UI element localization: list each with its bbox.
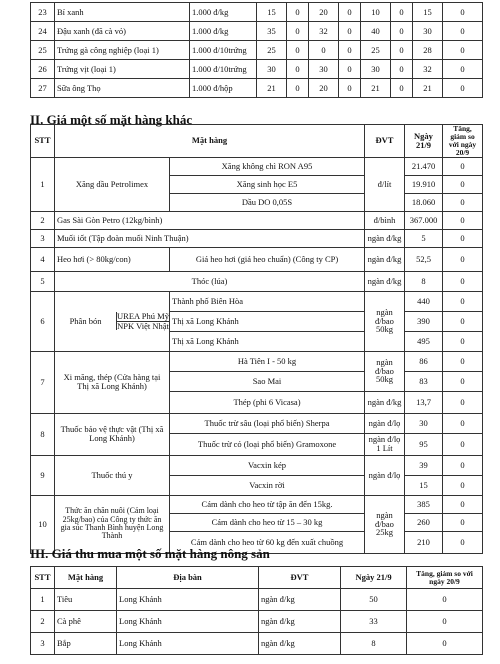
unit-cell: đ/bình <box>365 211 405 229</box>
header-change: Tăng, giảm so với ngày 20/9 <box>443 125 483 158</box>
value-cell: 0 <box>339 22 361 41</box>
value-cell: 21 <box>257 79 287 98</box>
unit-cell: 1.000 đ/hộp <box>190 79 257 98</box>
value-cell: 0 <box>339 79 361 98</box>
value-cell: 30 <box>361 60 391 79</box>
unit-cell: 1.000 đ/10trứng <box>190 60 257 79</box>
unit-cell: 1.000 đ/kg <box>190 22 257 41</box>
price-cell: 95 <box>405 433 443 455</box>
item-cell: Xăng dầu Petrolimex <box>55 157 170 211</box>
price-cell: 440 <box>405 291 443 311</box>
value-cell: 0 <box>339 41 361 60</box>
value-cell: 20 <box>309 79 339 98</box>
value-cell: 0 <box>339 3 361 22</box>
stt-cell: 8 <box>31 413 55 455</box>
change-cell: 0 <box>443 413 483 433</box>
subitem-cell: Thép (phi 6 Vicasa) <box>170 391 365 413</box>
stt-cell: 6 <box>31 291 55 351</box>
change-cell: 0 <box>443 331 483 351</box>
value-cell: 32 <box>413 60 443 79</box>
item-cell: Tiêu <box>55 589 117 611</box>
value-cell: 30 <box>257 60 287 79</box>
stt-cell: 2 <box>31 211 55 229</box>
unit-cell: ngàn đ/bao 50kg <box>365 351 405 391</box>
price-cell: 367.000 <box>405 211 443 229</box>
item-cell: Đậu xanh (đã cà vỏ) <box>55 22 190 41</box>
item-cell: Muối iốt (Tập đoàn muối Ninh Thuận) <box>55 229 365 247</box>
stt-cell: 1 <box>31 589 55 611</box>
subitem-cell: Thuốc trừ sâu (loại phổ biến) Sherpa <box>170 413 365 433</box>
other-goods-price-table <box>30 124 483 554</box>
unit-cell: ngàn đ/bao 50kg <box>365 291 405 351</box>
header-day: Ngày 21/9 <box>341 567 407 589</box>
price-cell: 210 <box>405 531 443 553</box>
table-row <box>31 79 483 98</box>
change-cell: 0 <box>443 475 483 495</box>
change-cell: 0 <box>443 193 483 211</box>
value-cell: 0 <box>287 22 309 41</box>
value-cell: 0 <box>443 60 483 79</box>
value-cell: 0 <box>287 60 309 79</box>
change-cell: 0 <box>407 611 483 633</box>
header-change: Tăng, giảm so với ngày 20/9 <box>407 567 483 589</box>
change-cell: 0 <box>443 311 483 331</box>
table-row <box>31 22 483 41</box>
table-row <box>31 3 483 22</box>
value-cell: 0 <box>391 41 413 60</box>
price-cell: 5 <box>405 229 443 247</box>
header-item: Mặt hàng <box>55 567 117 589</box>
value-cell: 0 <box>443 22 483 41</box>
unit-cell: ngàn đ/kg <box>259 589 341 611</box>
value-cell: 0 <box>287 79 309 98</box>
unit-cell: đ/lít <box>365 157 405 211</box>
header-unit: ĐVT <box>365 125 405 158</box>
item-cell: Cà phê <box>55 611 117 633</box>
subitem-cell: Thuốc trừ cỏ (loại phổ biến) Gramoxone <box>170 433 365 455</box>
unit-cell: 1.000 đ/10trứng <box>190 41 257 60</box>
price-cell: 21.470 <box>405 157 443 175</box>
value-cell: 0 <box>287 41 309 60</box>
brand-urea: UREA Phú Mỹ <box>117 310 169 321</box>
item-cell <box>55 291 170 351</box>
value-cell: 40 <box>361 22 391 41</box>
change-cell: 0 <box>443 495 483 513</box>
item-cell: Thức ăn chăn nuôi (Cám loại 25kg/bao) của Công ty thức ăn gia súc Thanh Bình huyện Long Thành <box>55 495 170 553</box>
value-cell: 0 <box>443 41 483 60</box>
price-cell: 50 <box>341 589 407 611</box>
subitem-cell: Sao Mai <box>170 371 365 391</box>
subitem-cell: Xăng sinh học E5 <box>170 175 365 193</box>
change-cell: 0 <box>443 271 483 291</box>
table-row <box>31 60 483 79</box>
unit-cell: ngàn đ/kg <box>365 229 405 247</box>
price-cell: 8 <box>341 633 407 655</box>
stt-cell: 26 <box>31 60 55 79</box>
unit-cell: ngàn đ/lọ 1 Lít <box>365 433 405 455</box>
stt-cell: 25 <box>31 41 55 60</box>
subitem-cell: Hà Tiên I - 50 kg <box>170 351 365 371</box>
subitem-cell: Vacxin kép <box>170 455 365 475</box>
value-cell: 0 <box>309 41 339 60</box>
item-cell: Xi măng, thép (Cửa hàng tại Thị xã Long Khánh) <box>55 351 170 413</box>
stt-cell: 24 <box>31 22 55 41</box>
value-cell: 25 <box>257 41 287 60</box>
header-stt: STT <box>31 125 55 158</box>
price-cell: 39 <box>405 455 443 475</box>
unit-cell: ngàn đ/kg <box>259 633 341 655</box>
area-cell: Long Khánh <box>117 589 259 611</box>
price-cell: 18.060 <box>405 193 443 211</box>
location-cell: Thị xã Long Khánh <box>170 331 365 351</box>
price-cell: 495 <box>405 331 443 351</box>
header-day: Ngày 21/9 <box>405 125 443 158</box>
price-cell: 260 <box>405 513 443 531</box>
change-cell: 0 <box>443 351 483 371</box>
price-cell: 8 <box>405 271 443 291</box>
stt-cell: 7 <box>31 351 55 413</box>
table-row <box>31 41 483 60</box>
value-cell: 20 <box>309 3 339 22</box>
unit-cell: 1.000 đ/kg <box>190 3 257 22</box>
subitem-cell: Cám dành cho heo từ 15 – 30 kg <box>170 513 365 531</box>
table-row <box>31 611 483 633</box>
item-name: Phân bón <box>69 315 102 326</box>
subitem-cell: Dầu DO 0,05S <box>170 193 365 211</box>
unit-cell: ngàn đ/kg <box>365 247 405 271</box>
value-cell: 32 <box>309 22 339 41</box>
section-2-title: II. Giá một số mặt hàng khác <box>30 112 193 127</box>
value-cell: 0 <box>287 3 309 22</box>
stt-cell: 9 <box>31 455 55 495</box>
change-cell: 0 <box>443 175 483 193</box>
price-cell: 52,5 <box>405 247 443 271</box>
stt-cell: 23 <box>31 3 55 22</box>
value-cell: 0 <box>339 60 361 79</box>
value-cell: 0 <box>391 79 413 98</box>
location-cell: Thành phố Biên Hòa <box>170 291 365 311</box>
value-cell: 0 <box>391 3 413 22</box>
subitem-cell: Giá heo hơi (giá heo chuẩn) (Công ty CP) <box>170 247 365 271</box>
price-cell: 83 <box>405 371 443 391</box>
change-cell: 0 <box>443 211 483 229</box>
unit-cell: ngàn đ/kg <box>365 271 405 291</box>
stt-cell: 3 <box>31 633 55 655</box>
value-cell: 35 <box>257 22 287 41</box>
stt-cell: 1 <box>31 157 55 211</box>
header-area: Địa bàn <box>117 567 259 589</box>
item-cell: Bí xanh <box>55 3 190 22</box>
item-cell: Thuốc thú y <box>55 455 170 495</box>
location-cell: Thị xã Long Khánh <box>170 311 365 331</box>
table-row <box>31 589 483 611</box>
change-cell: 0 <box>443 513 483 531</box>
value-cell: 10 <box>361 3 391 22</box>
value-cell: 30 <box>413 22 443 41</box>
section-3-title: III. Giá thu mua một số mặt hàng nông sản <box>30 546 270 561</box>
change-cell: 0 <box>407 589 483 611</box>
table-row <box>31 633 483 655</box>
price-cell: 33 <box>341 611 407 633</box>
change-cell: 0 <box>443 455 483 475</box>
unit-cell: ngàn đ/bao 25kg <box>365 495 405 553</box>
subitem-cell: Cám dành cho heo từ 60 kg đến xuất chuồng <box>170 531 365 553</box>
area-cell: Long Khánh <box>117 633 259 655</box>
agri-purchase-price-table <box>30 566 483 655</box>
price-cell: 13,7 <box>405 391 443 413</box>
subitem-cell: Xăng không chì RON A95 <box>170 157 365 175</box>
change-cell: 0 <box>443 531 483 553</box>
header-stt: STT <box>31 567 55 589</box>
brand-npk: NPK Việt Nhật <box>117 320 169 331</box>
value-cell: 0 <box>391 60 413 79</box>
area-cell: Long Khánh <box>117 611 259 633</box>
value-cell: 25 <box>361 41 391 60</box>
item-cell: Thóc (lúa) <box>55 271 365 291</box>
value-cell: 21 <box>413 79 443 98</box>
change-cell: 0 <box>443 433 483 455</box>
change-cell: 0 <box>443 157 483 175</box>
unit-cell: ngàn đ/lọ <box>365 413 405 433</box>
value-cell: 28 <box>413 41 443 60</box>
item-cell: Bắp <box>55 633 117 655</box>
item-cell: Trứng gà công nghiệp (loại 1) <box>55 41 190 60</box>
price-cell: 390 <box>405 311 443 331</box>
change-cell: 0 <box>443 247 483 271</box>
item-cell: Trứng vịt (loại 1) <box>55 60 190 79</box>
price-cell: 19.910 <box>405 175 443 193</box>
item-cell: Gas Sài Gòn Petro (12kg/bình) <box>55 211 365 229</box>
stt-cell: 2 <box>31 611 55 633</box>
header-unit: ĐVT <box>259 567 341 589</box>
stt-cell: 4 <box>31 247 55 271</box>
value-cell: 21 <box>361 79 391 98</box>
value-cell: 15 <box>257 3 287 22</box>
unit-cell: ngàn đ/lọ <box>365 455 405 495</box>
item-cell: Sữa ông Thọ <box>55 79 190 98</box>
brand-column <box>116 312 169 331</box>
stt-cell: 5 <box>31 271 55 291</box>
unit-cell: ngàn đ/kg <box>259 611 341 633</box>
change-cell: 0 <box>443 291 483 311</box>
unit-cell: ngàn đ/kg <box>365 391 405 413</box>
market-price-table-continued <box>30 2 483 98</box>
value-cell: 15 <box>413 3 443 22</box>
change-cell: 0 <box>407 633 483 655</box>
stt-cell: 10 <box>31 495 55 553</box>
change-cell: 0 <box>443 391 483 413</box>
value-cell: 0 <box>391 22 413 41</box>
stt-cell: 27 <box>31 79 55 98</box>
price-cell: 15 <box>405 475 443 495</box>
price-cell: 385 <box>405 495 443 513</box>
price-cell: 86 <box>405 351 443 371</box>
subitem-cell: Vacxin rời <box>170 475 365 495</box>
stt-cell: 3 <box>31 229 55 247</box>
change-cell: 0 <box>443 371 483 391</box>
value-cell: 0 <box>443 3 483 22</box>
item-cell: Thuốc bảo vệ thực vật (Thị xã Long Khánh) <box>55 413 170 455</box>
price-cell: 30 <box>405 413 443 433</box>
header-item: Mặt hàng <box>55 125 365 158</box>
value-cell: 30 <box>309 60 339 79</box>
subitem-cell: Cám dành cho heo từ tập ăn đến 15kg. <box>170 495 365 513</box>
change-cell: 0 <box>443 229 483 247</box>
value-cell: 0 <box>443 79 483 98</box>
item-cell: Heo hơi (> 80kg/con) <box>55 247 170 271</box>
